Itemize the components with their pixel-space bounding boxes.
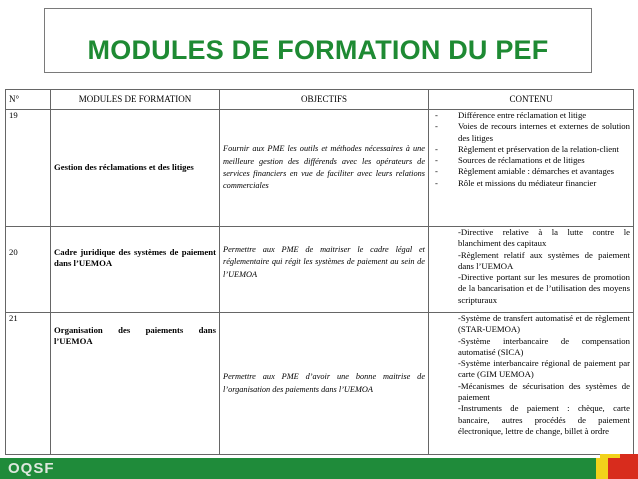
module-content [429,110,634,227]
row-number-text: 20 [9,247,18,257]
header-num: N° [6,90,51,110]
table-row [6,110,634,227]
title-box [44,8,592,73]
header-content: CONTENU [429,90,634,110]
footer-stripe-yellow [596,458,608,479]
content-item: -Système de transfert automatisé et de règlement (STAR-UEMOA) [458,313,630,335]
module-name [51,227,220,313]
module-name-text: Gestion des réclamations et des litiges [54,162,194,173]
page-title: MODULES DE FORMATION DU PEF [87,35,549,65]
table-row [6,313,634,455]
content-item: - Voies de recours internes et externes de solution des litiges [432,121,630,144]
module-name-text: Organisation des paiements dans l’UEMOA [54,325,216,347]
content-item: -Règlement relatif aux systèmes de paiement dans l’UEMOA [458,249,630,271]
content-item: - Rôle et missions du médiateur financier [432,178,630,189]
objective-text: Fournir aux PME les outils et méthodes nécessaires à une meilleure gestion des différends avec les opérateurs de services financiers en vue de faciliter avec leurs relations commerciales [223,144,425,191]
objective-text: Permettre aux PME de maitriser le cadre légal et réglementaire qui régit les systèmes de paiement au sein de l’UEMOA [223,245,425,279]
row-number: 21 [6,313,51,455]
content-item: - Règlement et préservation de la relation-client [432,144,630,155]
module-name [51,110,220,227]
module-objective [220,110,429,227]
content-item: -Mécanismes de sécurisation des systèmes de paiement [458,380,630,403]
module-objective [220,313,429,455]
module-name [51,313,220,455]
content-item: -Instruments de paiement : chèque, carte bancaire, autres procédés de paiement électronique, lettre de change, billet à ordre [458,403,630,436]
footer-stripe-red [608,458,638,479]
row-number [6,227,51,313]
module-content [429,313,634,455]
content-item: -Directive portant sur les mesures de promotion de la bancarisation et de l’utilisation des moyens scripturaux [458,272,630,305]
content-item: - Règlement amiable : démarches et avantages [432,166,630,177]
module-objective [220,227,429,313]
content-item: -Système interbancaire régional de paiement par carte (GIM UEMOA) [458,358,630,380]
modules-table [5,89,634,455]
module-name-text: Cadre juridique des systèmes de paiement dans l’UEMOA [54,247,216,269]
header-module: MODULES DE FORMATION [51,90,220,110]
table-row [6,227,634,313]
table-header-row [6,90,634,110]
content-item: - Différence entre réclamation et litige [432,110,630,121]
module-content [429,227,634,313]
header-objectives: OBJECTIFS [220,90,429,110]
objective-text: Permettre aux PME d’avoir une bonne maitrise de l’organisation des paiements dans l’UEMOA [223,372,425,394]
row-number: 19 [6,110,51,227]
content-item: -Directive relative à la lutte contre le blanchiment des capitaux [458,227,630,249]
content-item: - Sources de réclamations et de litiges [432,155,630,166]
content-item: -Système interbancaire de compensation automatisé (SICA) [458,335,630,357]
footer-band [0,458,638,479]
oqsf-logo: OQSF [8,460,55,477]
